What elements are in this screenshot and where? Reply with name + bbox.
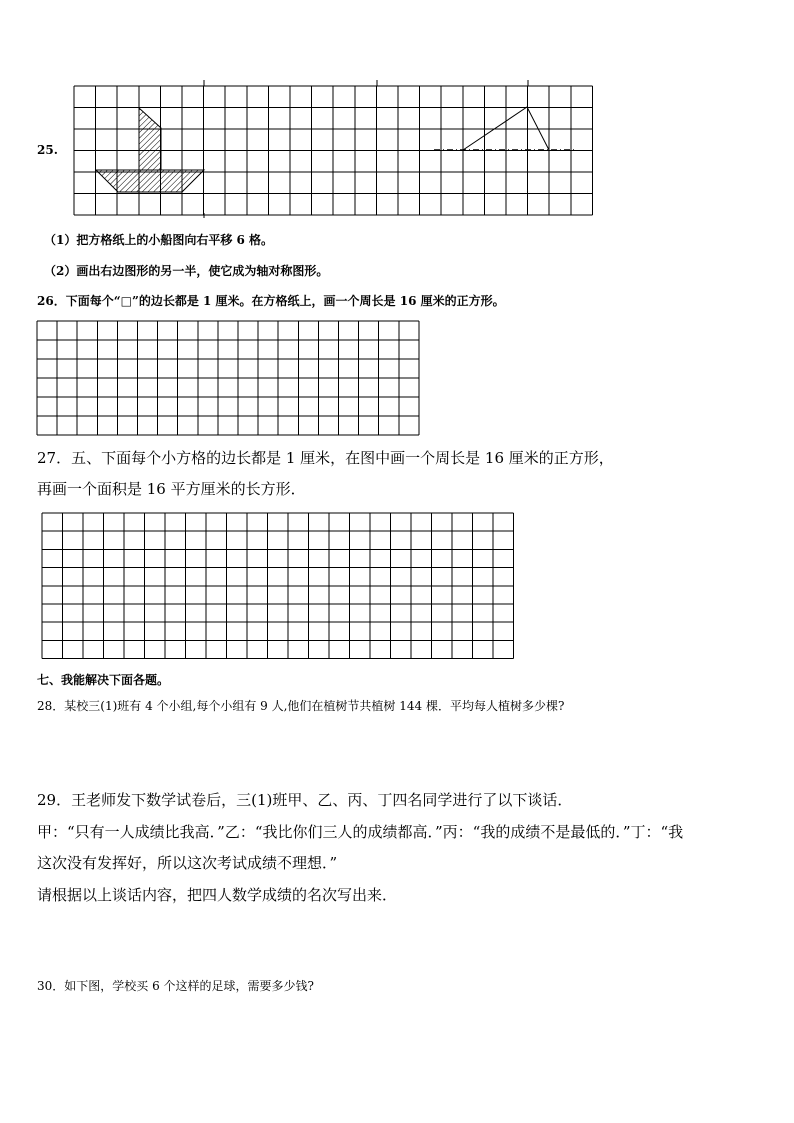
section7-heading: 七、我能解决下面各题。 bbox=[37, 673, 170, 687]
q29-line-4: 请根据以上谈话内容，把四人数学成绩的名次写出来． bbox=[37, 886, 398, 904]
boat-hull bbox=[96, 170, 204, 192]
q29-line-3: 这次没有发挥好，所以这次考试成绩不理想．” bbox=[37, 854, 338, 872]
boat-sail bbox=[139, 108, 161, 170]
q27-line-1: 27．五、下面每个小方格的边长都是 1 厘米，在图中画一个周长是 16 厘米的正方形， bbox=[37, 449, 614, 467]
q26-text: 26．下面每个“□”的边长都是 1 厘米。在方格纸上，画一个周长是 16 厘米的正方形。 bbox=[37, 294, 505, 308]
q26-grid bbox=[0, 310, 794, 440]
q25-instruction-2: （2）画出右边图形的另一半，使它成为轴对称图形。 bbox=[44, 264, 329, 278]
q25-number: 25. bbox=[37, 143, 58, 157]
q27-line-2: 再画一个面积是 16 平方厘米的长方形． bbox=[37, 480, 306, 498]
q29-line-1: 29．王老师发下数学试卷后，三(1)班甲、乙、丙、丁四名同学进行了以下谈话． bbox=[37, 791, 573, 809]
q25-grid bbox=[0, 0, 794, 230]
q29-line-2: 甲：“只有一人成绩比我高．”乙：“我比你们三人的成绩都高．”丙：“我的成绩不是最低的．”丁：“我 bbox=[37, 823, 684, 841]
q28-text: 28．某校三(1)班有 4 个小组,每个小组有 9 人,他们在植树节共植树 144 棵．平均每人植树多少棵? bbox=[37, 699, 565, 713]
q30-text: 30．如下图，学校买 6 个这样的足球，需要多少钱? bbox=[37, 979, 314, 993]
q27-grid bbox=[0, 505, 794, 665]
q25-instruction-1: （1）把方格纸上的小船图向右平移 6 格。 bbox=[44, 233, 274, 247]
